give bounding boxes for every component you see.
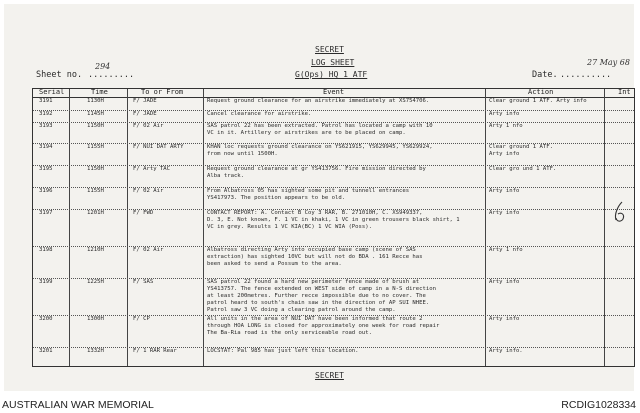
sheet-number-label: Sheet no. <box>36 70 83 80</box>
log-time: 1225H <box>87 279 104 285</box>
log-time: 1150H <box>87 166 104 172</box>
log-event-line: Cancel clearance for airstrike. <box>207 111 312 117</box>
log-serial: 3197 <box>39 210 53 216</box>
log-to-from: F/ 02 Air <box>133 247 164 253</box>
log-action-line: Clear gro und 1 ATF. <box>489 166 557 172</box>
log-event-line: CONTACT REPORT: A. Contact B Coy 3 RAR, B. 271010H, C. XS949337, <box>207 210 423 216</box>
log-event-line: at least 200metres. Further recce impossible due to no cover. The <box>207 293 426 299</box>
log-serial: 3198 <box>39 247 53 253</box>
log-serial: 3199 <box>39 279 53 285</box>
log-event-line: Patrol saw 3 VC doing a clearing patrol around the camp. <box>207 307 396 313</box>
log-event-line: Albatross directing Arty into occupied base camp (scene of SAS <box>207 247 416 253</box>
log-action-line: Arty info <box>489 279 520 285</box>
log-action-line: Clear ground 1 ATF. Arty info <box>489 98 587 104</box>
column-header-to-from: To or From <box>141 88 184 96</box>
log-event-line: YS417973. The position appears to be old. <box>207 195 346 201</box>
log-action-line: Arty 1 nfo <box>489 247 523 253</box>
log-event-line: from now until 1500H. <box>207 151 278 157</box>
log-event-line: patrol heard to south's chain saw in the direction of AP SUI NHEE. <box>207 300 430 306</box>
log-to-from: F/ CP <box>133 316 150 322</box>
log-sheet-title: LOG SHEET <box>311 58 355 67</box>
handwritten-initials-mark <box>612 200 628 224</box>
log-to-from: F/ 02 Air <box>133 123 164 129</box>
column-divider <box>127 89 128 366</box>
date-dots: .......... <box>560 70 612 80</box>
log-time: 1332H <box>87 348 104 354</box>
log-event-line: SAS patrol 22 found a hard new perimeter fence made of brush at <box>207 279 420 285</box>
log-serial: 3201 <box>39 348 53 354</box>
date-value: 27 May 68 <box>587 58 630 67</box>
log-event-line: All units in the area of NUI DAT have been informed that route 2 <box>207 316 423 322</box>
log-serial: 3200 <box>39 316 53 322</box>
log-event-line: extraction) has sighted 10VC but will not do BDA . 161 Recce has <box>207 254 423 260</box>
log-event-line: LOCSTAT: Pal 985 has just left this location. <box>207 348 359 354</box>
log-serial: 3196 <box>39 188 53 194</box>
log-serial: 3192 <box>39 111 53 117</box>
log-time: 1130H <box>87 98 104 104</box>
log-event-line: KHAN loc requests ground clearance on YS621915, YS629945, YS629924, <box>207 144 433 150</box>
log-table <box>32 88 635 367</box>
log-event-line: SAS patrol 22 has been extracted. Patrol has located a camp with 10 <box>207 123 433 129</box>
column-header-serial: Serial <box>39 88 65 96</box>
log-event-line: D. 3, E. Not known, F. 1 VC in khaki, 1 VC in green trousers black shirt, 1 <box>207 217 460 223</box>
column-divider <box>485 89 486 366</box>
footer-record-id: RCDIG1028334 <box>561 399 636 411</box>
classification-top: SECRET <box>315 45 344 54</box>
log-sheet-subtitle: G(Ops) HQ 1 ATF <box>295 70 368 79</box>
log-time: 1155H <box>87 144 104 150</box>
log-event-line: From Albatross 05 has sighted some pit and tunnell entrances <box>207 188 410 194</box>
log-event-line: VC in grey. Results 1 VC KIA(BC) 1 VC WIA (Poss). <box>207 224 373 230</box>
column-header-time: Time <box>91 88 108 96</box>
log-action-line: Clear ground 1 ATF. <box>489 144 553 150</box>
footer-archive-name: AUSTRALIAN WAR MEMORIAL <box>2 399 154 411</box>
log-action-line: Arty info <box>489 151 520 157</box>
log-event-line: Request ground clearance for an airstrike immediately at XS754706. <box>207 98 430 104</box>
sheet-number-dots: ......... <box>88 70 135 80</box>
log-action-line: Arty info. <box>489 348 523 354</box>
log-event-line: through HOA LONG is closed for approximately one week for road repair <box>207 323 440 329</box>
log-time: 1300H <box>87 316 104 322</box>
column-header-action: Action <box>528 88 554 96</box>
log-to-from: F/ JADE <box>133 98 157 104</box>
column-divider <box>203 89 204 366</box>
log-serial: 3194 <box>39 144 53 150</box>
log-action-line: Arty 1 nfo <box>489 123 523 129</box>
log-event-line: Request ground clearance at gr YS413756. Fire mission directed by <box>207 166 426 172</box>
log-time: 1155H <box>87 188 104 194</box>
log-to-from: F/ Arty TAC <box>133 166 171 172</box>
log-event-line: Alba track. <box>207 173 245 179</box>
column-header-int: Int <box>618 88 631 96</box>
row-divider <box>33 110 634 111</box>
log-event-line: VC in it. Artillery or airstrikes are to be placed on camp. <box>207 130 406 136</box>
log-event-line: YS413757. The fence extended on WEST side of camp in a N-S direction <box>207 286 437 292</box>
column-divider <box>604 89 605 366</box>
log-to-from: F/ FWD <box>133 210 154 216</box>
log-action-line: Arty info <box>489 188 520 194</box>
log-event-line: The Ba-Ria road is the only serviceable road out. <box>207 330 373 336</box>
log-event-line: been asked to send a Possum to the area. <box>207 261 342 267</box>
column-header-event: Event <box>323 88 345 96</box>
column-divider <box>69 89 70 366</box>
log-to-from: F/ SAS <box>133 279 154 285</box>
log-action-line: Arty info <box>489 210 520 216</box>
log-to-from: F/ NUI DAT ARTY <box>133 144 184 150</box>
log-to-from: F/ JADE <box>133 111 157 117</box>
log-time: 1145H <box>87 111 104 117</box>
log-to-from: F/ 02 Air <box>133 188 164 194</box>
log-time: 1210H <box>87 247 104 253</box>
log-serial: 3195 <box>39 166 53 172</box>
log-serial: 3191 <box>39 98 53 104</box>
log-serial: 3193 <box>39 123 53 129</box>
log-action-line: Arty info <box>489 111 520 117</box>
log-time: 1150H <box>87 123 104 129</box>
classification-bottom: SECRET <box>315 371 344 380</box>
date-label: Date. <box>532 70 558 80</box>
log-to-from: F/ 1 RAR Rear <box>133 348 177 354</box>
sheet-number-value: 294 <box>95 62 111 71</box>
log-time: 1201H <box>87 210 104 216</box>
log-action-line: Arty info <box>489 316 520 322</box>
